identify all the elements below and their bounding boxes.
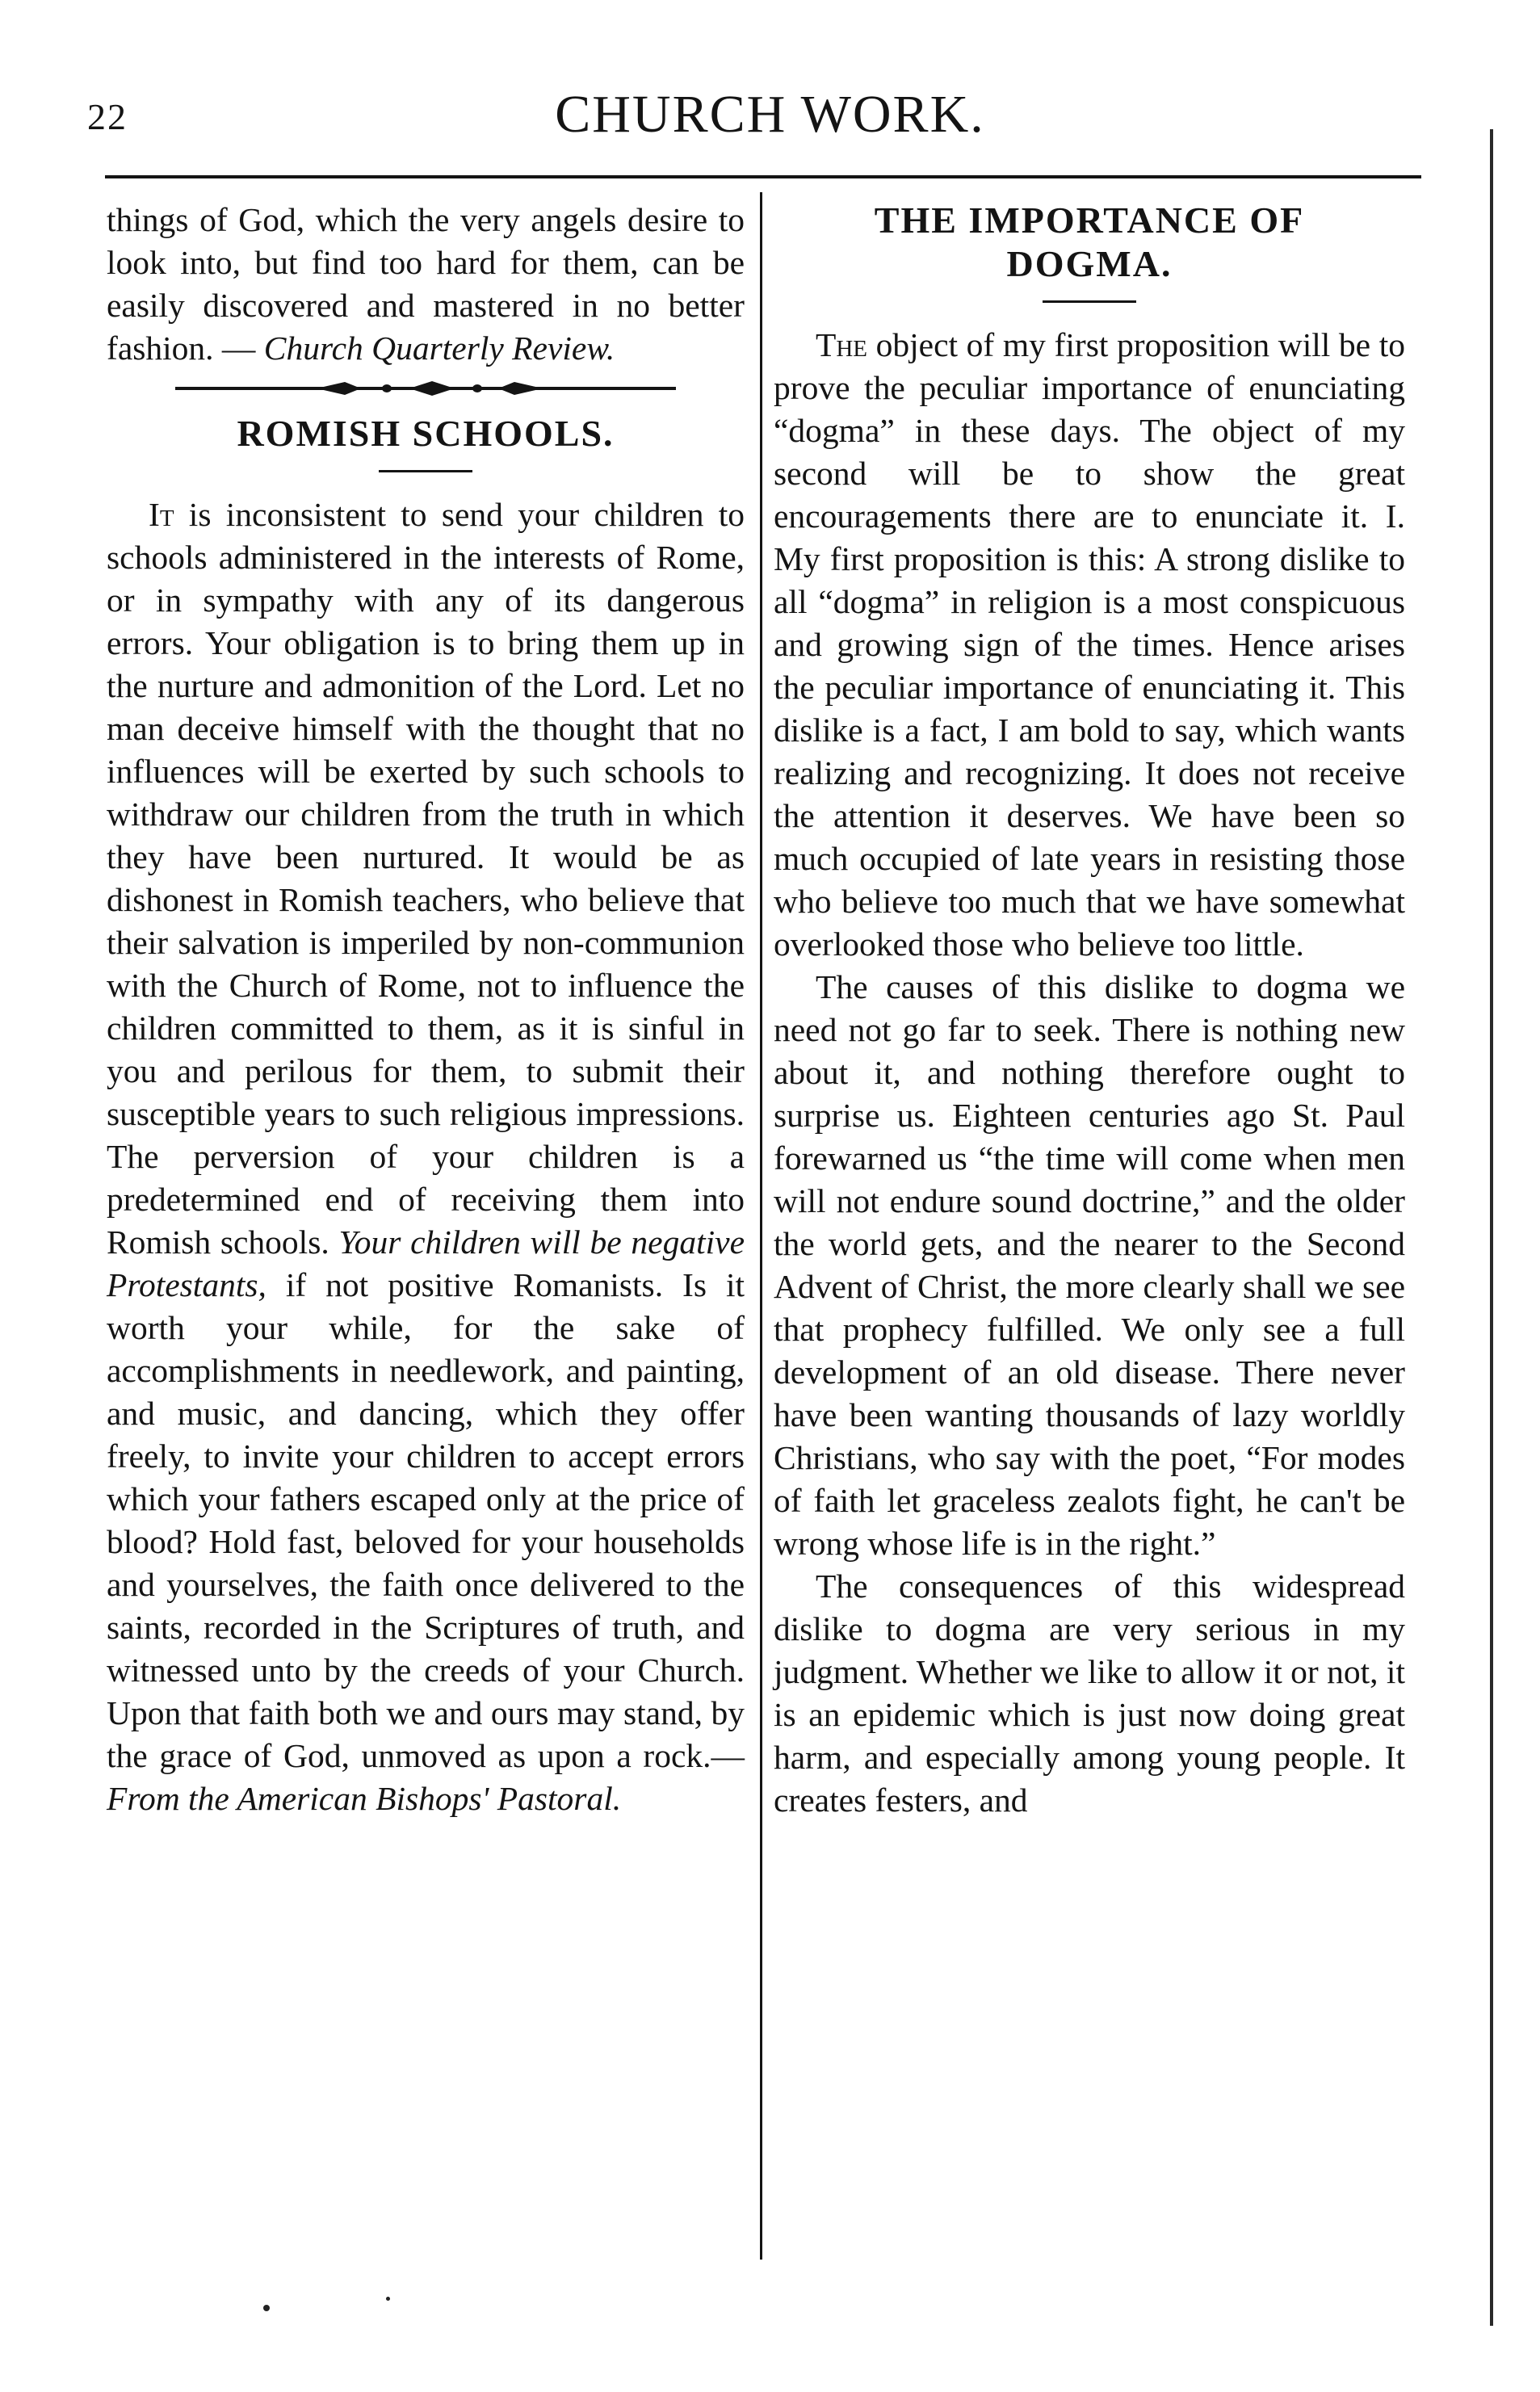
right-column — [774, 199, 1405, 1822]
page-number: 22 — [87, 96, 128, 137]
continuation-source: Church Quarterly Review. — [263, 329, 615, 367]
ornament-divider — [175, 380, 676, 397]
dogma-paragraph — [774, 324, 1405, 966]
opening-word: The — [816, 326, 868, 363]
left-column — [107, 199, 745, 1820]
article-source: From the American Bishops' Pastoral. — [107, 1780, 622, 1817]
romish-schools-title: ROMISH SCHOOLS. — [237, 413, 615, 454]
body-text-continued: if not positive Romanists. Is it worth your while, for the sake of accomplishments in needlework, and painting, and music, and dancing, which they offer freely, to invite your children to accept errors which your fathers escaped only at the price of blood? Hold fast, beloved for your households and yourselves, the faith once delivered to the saints, recorded in the Scriptures of truth, and witnessed unto by the creeds of your Church. Upon that faith both we and ours may stand, by the grace of God, unmoved as upon a rock.— — [107, 1266, 745, 1774]
continuation-text: things of God, which the very angels desire to look into, but find too hard for them, can be easily discovered and mastered in no better fashion. — — [107, 201, 745, 367]
continuation-paragraph — [107, 199, 745, 370]
dogma-title-line-2: DOGMA. — [1006, 243, 1173, 284]
dogma-paragraph: The consequences of this widespread dislike to dogma are very serious in my judgment. Whether we like to allow it or not, it is an epidemic which is just now doing great harm, and especially among young people. It creates festers, and — [774, 1567, 1405, 1819]
dogma-paragraph: The causes of this dislike to dogma we need not go far to seek. There is nothing new about it, and nothing therefore ought to surprise us. Eighteen centuries ago St. Paul forewarned us “the time will come when men will not endure sound doctrine,” and the older the world gets, and the nearer to the Second Advent of Christ, the more clearly shall we see that prophecy fulfilled. We only see a full development of an old disease. There never have been wanting thousands of lazy worldly Christians, who say with the poet, “For modes of faith let graceless zealots fight, he can't be wrong whose life is in the right.” — [774, 968, 1405, 1562]
title-rule — [379, 470, 472, 472]
paragraph-text: object of my first proposition will be to prove the peculiar importance of enunciating “dogma” in these days. The object of my second will be to show the great encouragements there are to enunciate it. I. My first proposition is this: A strong dislike to all “dogma” in religion is a most conspicuous and growing sign of the times. Hence arises the peculiar importance of enunciating it. This dislike is a fact, I am bold to say, which wants realizing and recognizing. It does not receive the attention it deserves. We have been so much occupied of late years in resisting those who believe too much that we have somewhat overlooked those who believe too little. — [774, 326, 1405, 963]
title-rule — [1043, 300, 1136, 303]
italic-phrase: Your children will be negative Protestants, — [107, 1223, 745, 1303]
opening-word: It — [149, 496, 174, 533]
page-edge-line — [1490, 129, 1493, 2326]
column-divider — [760, 192, 762, 2260]
print-speck — [386, 2297, 390, 2301]
header-rule — [105, 175, 1421, 178]
dogma-title-line-1: THE IMPORTANCE OF — [874, 199, 1305, 241]
running-title: CHURCH WORK. — [555, 85, 985, 144]
romish-schools-body — [107, 493, 745, 1820]
print-speck — [263, 2305, 270, 2311]
body-text: is inconsistent to send your children to schools administered in the interests of Rome, or in sympathy with any of its dangerous errors. Your obligation is to bring them up in the nurture and admonition of the Lord. Let no man deceive himself with the thought that no influences will be exerted by such schools to withdraw our children from the truth in which they have been nurtured. It would be as dishonest in Romish teachers, who believe that their salvation is imperiled by non-communion with the Church of Rome, not to influence the children committed to them, as it is sinful in you and perilous for them, to submit their susceptible years to such religious impressions. The perversion of your children is a predetermined end of receiving them into Romish schools. — [107, 496, 745, 1261]
